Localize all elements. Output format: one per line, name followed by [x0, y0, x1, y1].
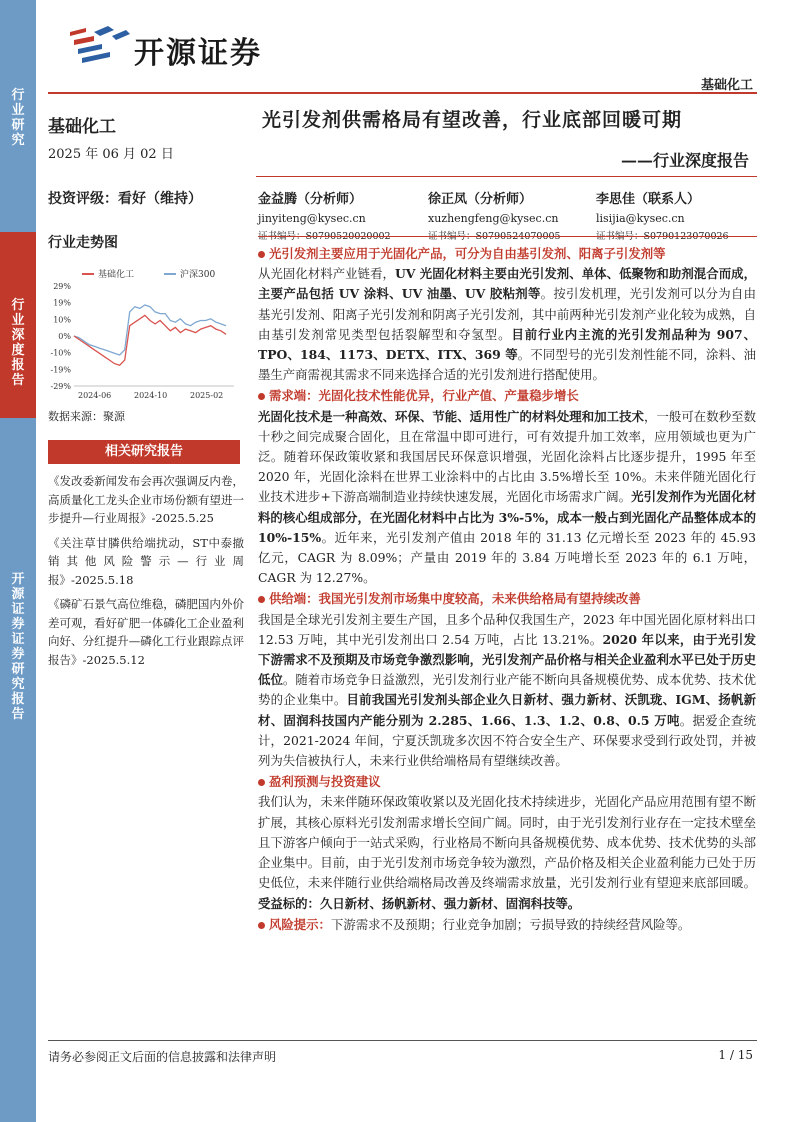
industry-trend-chart [48, 264, 240, 406]
report-date: 2025 年 06 月 02 日 [48, 147, 174, 162]
section-3: 供给端：我国光引发剂市场集中度较高，未来供给格局有望持续改善 我国是全球光引发剂主要生产国，且多个品种仅我国生产，2023 年中国光固化原材料出口 12.53 万吨，其中光引发剂出口 2.54 万吨，占比 13.21%。2020 年以来，由于光引发下游需求不及预期及市场竞争激烈影响，光引发剂产品价格与相关企业盈利水平已处于历史低位。随着市场竞争日益激烈，光引发剂行业产能不断向具备规模优势、成本优势、技术优势的企业集中。目前我国光引发剂头部企业久日新材、强力新材、沃凯珑、IGM、扬帆新材、固润科技国内产能分别为 2.285、1.66、1.3、1.2、0.8、0.5 万吨。据爱企查统计，2021-2024 年间，宁夏沃凯珑多次因不符合安全生产、环保要求受到行政处罚，并被列为失信被执行人，未来行业供给端格局有望继续改善。 [258, 591, 757, 769]
report-title: 光引发剂供需格局有望改善，行业底部回暖可期 [262, 109, 683, 131]
data-source: 数据来源：聚源 [48, 410, 125, 423]
legend-label-series-2: 沪深300 [180, 270, 216, 280]
y-tick-label: 10% [53, 315, 71, 325]
analyst-cert: 证书编号：S0790520020002 [258, 231, 391, 242]
analyst-name: 金益腾（分析师） [258, 192, 363, 207]
y-tick-label: 29% [53, 282, 71, 291]
related-report-link[interactable]: 《关注草甘膦供给端扰动，ST中泰撤销其他风险警示—行业周报》-2025.5.18 [48, 535, 244, 587]
bullet-icon [258, 393, 265, 400]
legend-label-series-1: 基础化工 [98, 270, 135, 280]
related-reports-header: 相关研究报告 [48, 440, 240, 464]
bullet-icon [258, 779, 265, 786]
left-sidebar-band [0, 0, 36, 1122]
section-heading: 供给端：我国光引发剂市场集中度较高，未来供给格局有望持续改善 [258, 589, 756, 609]
x-tick-label: 2024-10 [134, 391, 168, 400]
brand-name: 开源证券 [134, 36, 262, 71]
analyst-card [428, 188, 598, 242]
bullet-icon [258, 596, 265, 603]
section-1: 光引发剂主要应用于光固化产品，可分为自由基引发剂、阳离子引发剂等 从光固化材料产业链看，UV 光固化材料主要由光引发剂、单体、低聚物和助剂混合而成，主要产品包括 UV 涂料、UV 油墨、UV 胶粘剂等。按引发机理，光引发剂可以分为自由基光引发剂、阳离子光引发剂和阴离子光引发剂，其中前两种光引发剂产业化较为成熟，自由基引发剂常见类型包括裂解型和夺氢型。目前行业内主流的光引发剂品种为 907、TPO、184、1173、DETX、ITX、369 等。不同型号的光引发剂性能不同，涂料、油墨生产商需视其需求不同来选择合适的光引发剂进行搭配使用。 [258, 246, 757, 383]
analyst-divider [258, 236, 757, 237]
section-2: 需求端：光固化技术性能优异，行业产值、产量稳步增长 光固化技术是一种高效、环保、节能、适用性广的材料处理和加工技术，一般可在数秒至数十秒之间完成聚合固化，且在常温中即可进行，可有效提升加工效率，应用领域也更为广泛。随着环保政策收紧和我国居民环保意识增强，光固化涂料占比逐步提升，1995 年至 2020 年，光固化涂料在世界工业涂料中的占比由 3.5%增长至 10%。未来伴随光固化行业技术进步+下游高端制造业持续快速发展，光固化市场需求广阔。光引发剂作为光固化材料的核心组成部分，在光固化材料中占比为 3%-5%，成本一般占到光固化产品整体成本的 10%-15%。近年来，光引发剂产值由 2018 年的 31.13 亿元增长至 2023 年的 45.93 亿元，CAGR 为 8.09%；产量由 2019 年的 3.84 万吨增长至 2023 年的 6.1 万吨，CAGR 为 12.27%。 [258, 388, 757, 586]
analyst-name: 徐正凤（分析师） [428, 192, 533, 207]
related-report-link[interactable]: 《磷矿石景气高位维稳，磷肥国内外价差可观，看好矿肥一体磷化工企业盈利向好、分红提升—磷化工行业跟踪点评报告》-2025.5.12 [48, 597, 244, 667]
series-line [74, 315, 226, 365]
y-tick-label: 0% [58, 332, 71, 341]
report-subtitle: ——行业深度报告 [620, 151, 749, 170]
risk-section: 风险提示：下游需求不及预期；行业竞争加剧；亏损导致的持续经营风险等。 [258, 915, 756, 935]
y-tick-label: -19% [50, 365, 71, 375]
industry-name: 基础化工 [48, 117, 116, 137]
analyst-name: 李思佳（联系人） [596, 192, 701, 207]
section-heading: 需求端：光固化技术性能优异，行业产值、产量稳步增长 [258, 386, 756, 406]
analyst-email[interactable]: lisijia@kysec.cn [596, 212, 685, 225]
analyst-email[interactable]: xuzhengfeng@kysec.cn [428, 212, 559, 225]
sidebar-label-middle: 行业深度报告 [11, 298, 25, 388]
analyst-email[interactable]: jinyiteng@kysec.cn [258, 212, 366, 225]
header-category: 基础化工 [700, 78, 753, 93]
trend-chart-title: 行业走势图 [48, 235, 118, 251]
x-tick-label: 2024-06 [78, 391, 112, 400]
series-line [74, 305, 226, 355]
sidebar-label-top: 行业研究 [11, 88, 25, 148]
analyst-card [258, 188, 428, 242]
analyst-cert: 证书编号：S0790123070026 [596, 231, 729, 242]
left-column [48, 100, 240, 252]
investment-rating: 投资评级：看好（维持） [48, 191, 202, 207]
title-divider [256, 176, 757, 177]
y-tick-label: -10% [50, 348, 71, 358]
x-tick-label: 2025-02 [190, 391, 224, 400]
section-heading: 光引发剂主要应用于光固化产品，可分为自由基引发剂、阳离子引发剂等 [258, 244, 756, 264]
sidebar-label-bottom: 开源证券 证券研究报告 [11, 572, 25, 722]
bullet-icon [258, 922, 265, 929]
page-number: 1 / 15 [718, 1048, 753, 1062]
report-body [258, 244, 756, 936]
y-tick-label: -29% [50, 382, 71, 391]
section-4: 盈利预测与投资建议 我们认为，未来伴随环保政策收紧以及光固化技术持续进步，光固化产品应用范围有望不断扩展，其核心原料光引发剂需求增长空间广阔。同时，由于光引发剂行业存在一定技术壁垒且下游客户倾向于一站式采购，行业格局不断向具备规模优势、成本优势、技术优势的头部企业集中。目前，由于光引发剂市场竞争较为激烈，产品价格及相关企业盈利能力已处于历史低位，未来伴随行业供给端格局改善及终端需求放量，光引发剂行业有望迎来底部回暖。受益标的：久日新材、扬帆新材、强力新材、固润科技等。 [258, 774, 756, 911]
related-reports-list [48, 472, 244, 675]
footer-disclaimer[interactable]: 请务必参阅正文后面的信息披露和法律声明 [48, 1050, 277, 1064]
analyst-cert: 证书编号：S0790524070005 [428, 231, 561, 242]
bullet-icon [258, 251, 265, 258]
header-divider [48, 92, 757, 94]
y-tick-label: 19% [53, 298, 71, 308]
analyst-card [596, 188, 766, 242]
related-report-link[interactable]: 《发改委新闻发布会再次强调反内卷，高质量化工龙头企业市场份额有望进一步提升—行业周报》-2025.5.25 [48, 474, 244, 525]
footer-divider [48, 1040, 757, 1041]
section-heading: 盈利预测与投资建议 [258, 772, 756, 792]
